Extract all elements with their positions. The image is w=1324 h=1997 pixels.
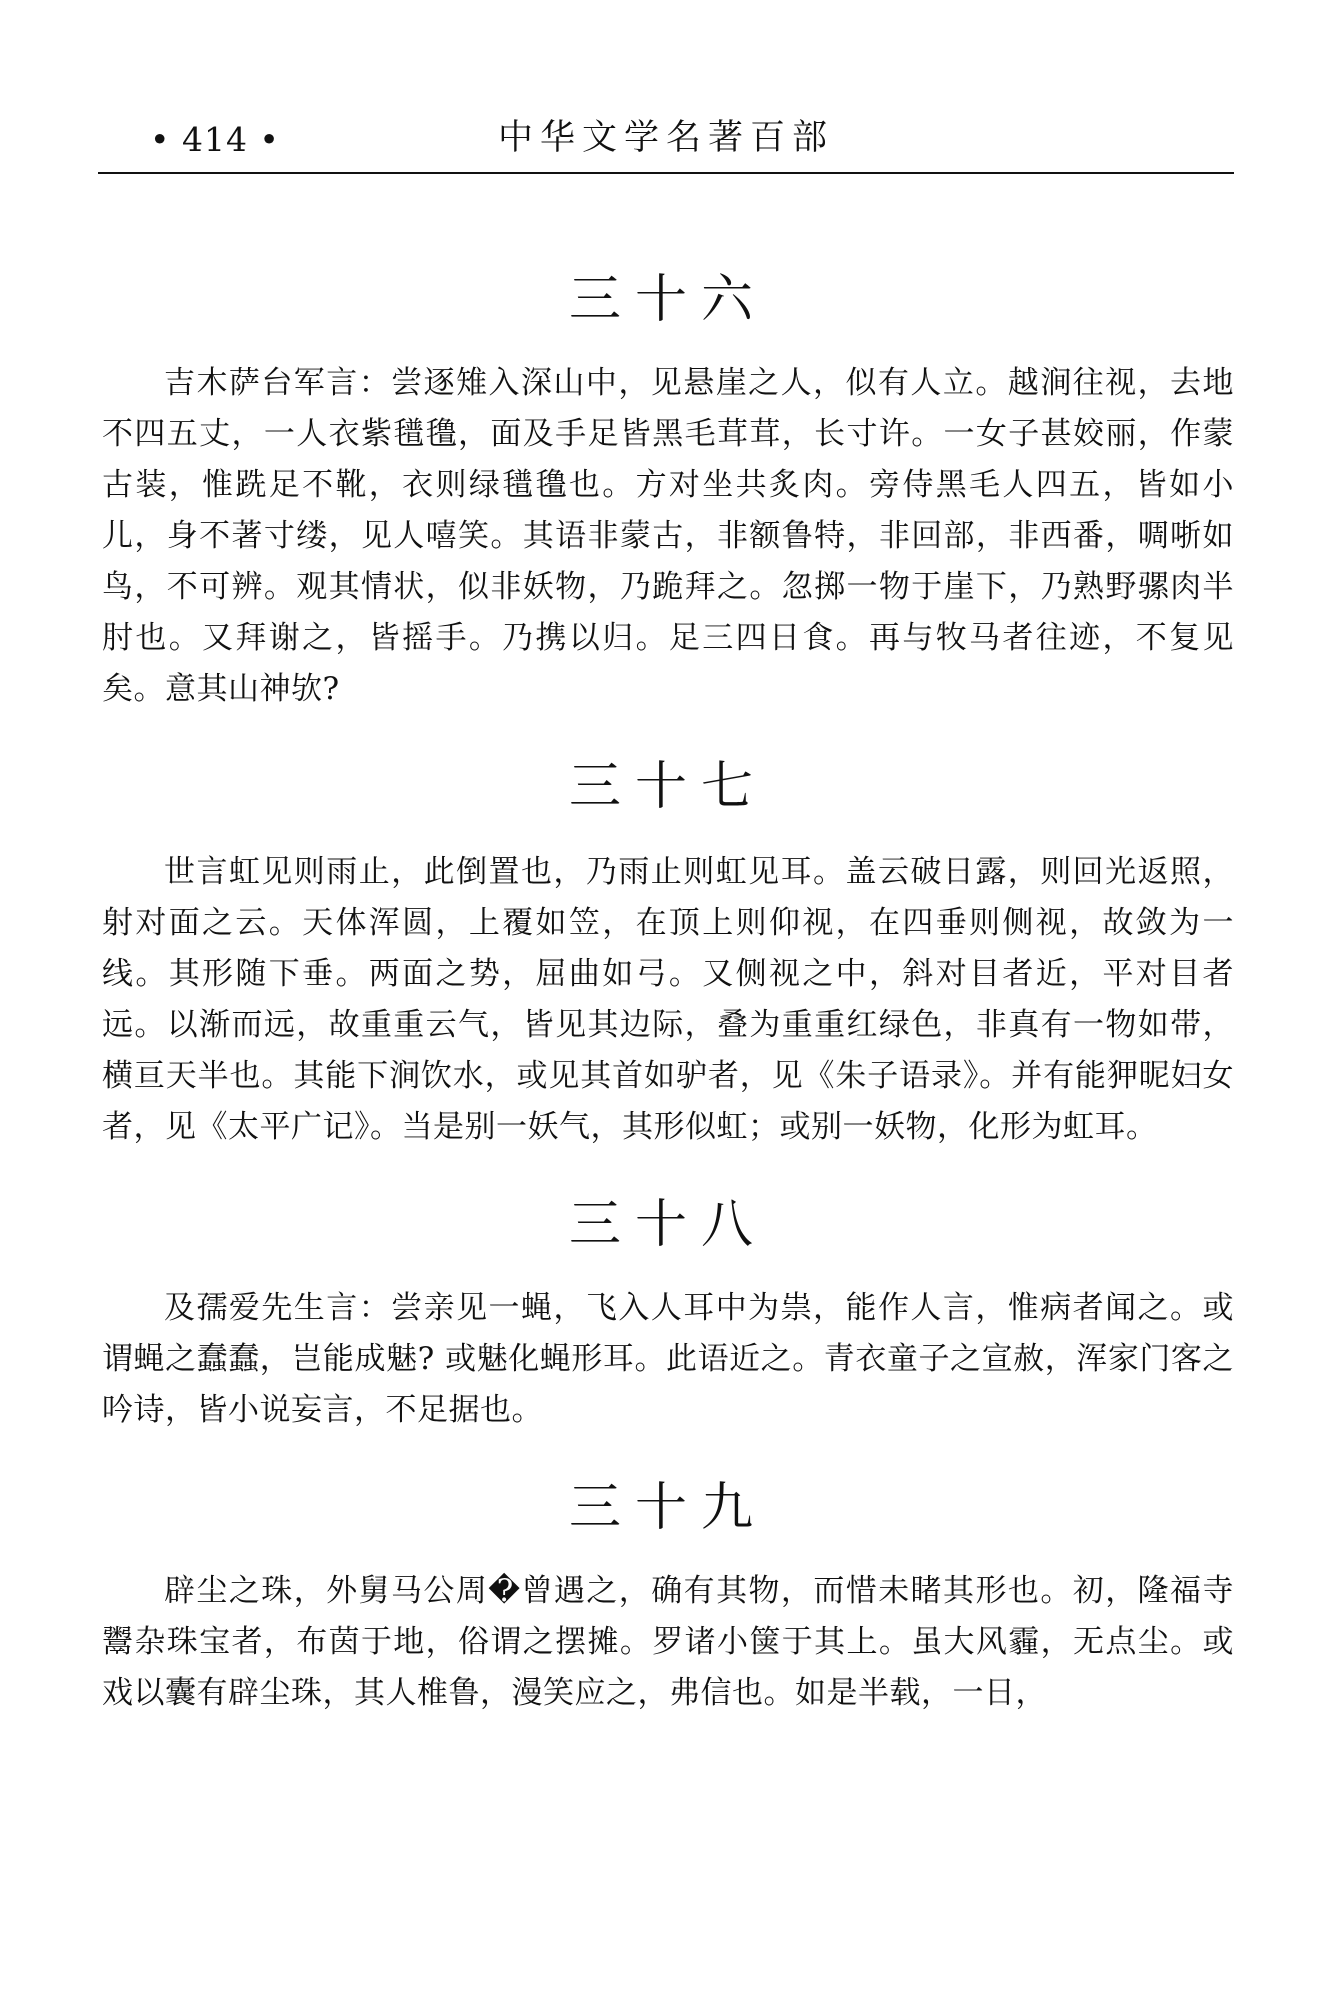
section-title: 三十七 xyxy=(568,757,767,817)
section-paragraph: 辟尘之珠，外舅马公周�曾遇之，确有其物，而惜未睹其形也。初，隆福寺鬻杂珠宝者，布茵于地，俗谓之摆摊。罗诸小箧于其上。虽大风霾，无点尘。或戏以囊有辟尘珠，其人椎鲁，漫笑应之，弗信也。如是半载，一日， xyxy=(102,1573,1234,1711)
section-37 xyxy=(102,749,1234,1153)
section-paragraph: 吉木萨台军言：尝逐雉入深山中，见悬崖之人，似有人立。越涧往视，去地不四五丈，一人衣紫氆氇，面及手足皆黑毛茸茸，长寸许。一女子甚姣丽，作蒙古装，惟跣足不靴，衣则绿氆氇也。方对坐共炙肉。旁侍黑毛人四五，皆如小儿，身不著寸缕，见人嘻笑。其语非蒙古，非额鲁特，非回部，非西番，啁哳如鸟，不可辨。观其情状，似非妖物，乃跪拜之。忽掷一物于崖下，乃熟野骡肉半肘也。又拜谢之，皆摇手。乃携以归。足三四日食。再与牧马者往迹，不复见矣。意其山神欤? xyxy=(102,365,1234,707)
section-title: 三十六 xyxy=(568,270,767,330)
section-paragraph: 世言虹见则雨止，此倒置也，乃雨止则虹见耳。盖云破日露，则回光返照，射对面之云。天体浑圆，上覆如笠，在顶上则仰视，在四垂则侧视，故敛为一线。其形随下垂。两面之势，屈曲如弓。又侧视之中，斜对目者近，平对目者远。以渐而远，故重重云气，皆见其边际，叠为重重红绿色，非真有一物如带，横亘天半也。其能下涧饮水，或见其首如驴者，见《朱子语录》。并有能狎昵妇女者，见《太平广记》。当是别一妖气，其形似虹；或别一妖物，化形为虹耳。 xyxy=(102,854,1234,1145)
section-38 xyxy=(102,1187,1234,1436)
section-36 xyxy=(102,262,1234,715)
running-header xyxy=(98,108,1234,174)
section-39 xyxy=(102,1470,1234,1719)
book-title: 中华文学名著百部 xyxy=(497,118,834,158)
page-content xyxy=(102,262,1234,1719)
page-number: • 414 • xyxy=(150,120,280,159)
section-title: 三十八 xyxy=(568,1195,767,1255)
section-paragraph: 及孺爱先生言：尝亲见一蝇，飞入人耳中为祟，能作人言，惟病者闻之。或谓蝇之蠢蠢，岂能成魅? 或魅化蝇形耳。此语近之。青衣童子之宣赦，浑家门客之吟诗，皆小说妄言，不足据也。 xyxy=(102,1290,1234,1428)
section-title: 三十九 xyxy=(568,1478,767,1538)
